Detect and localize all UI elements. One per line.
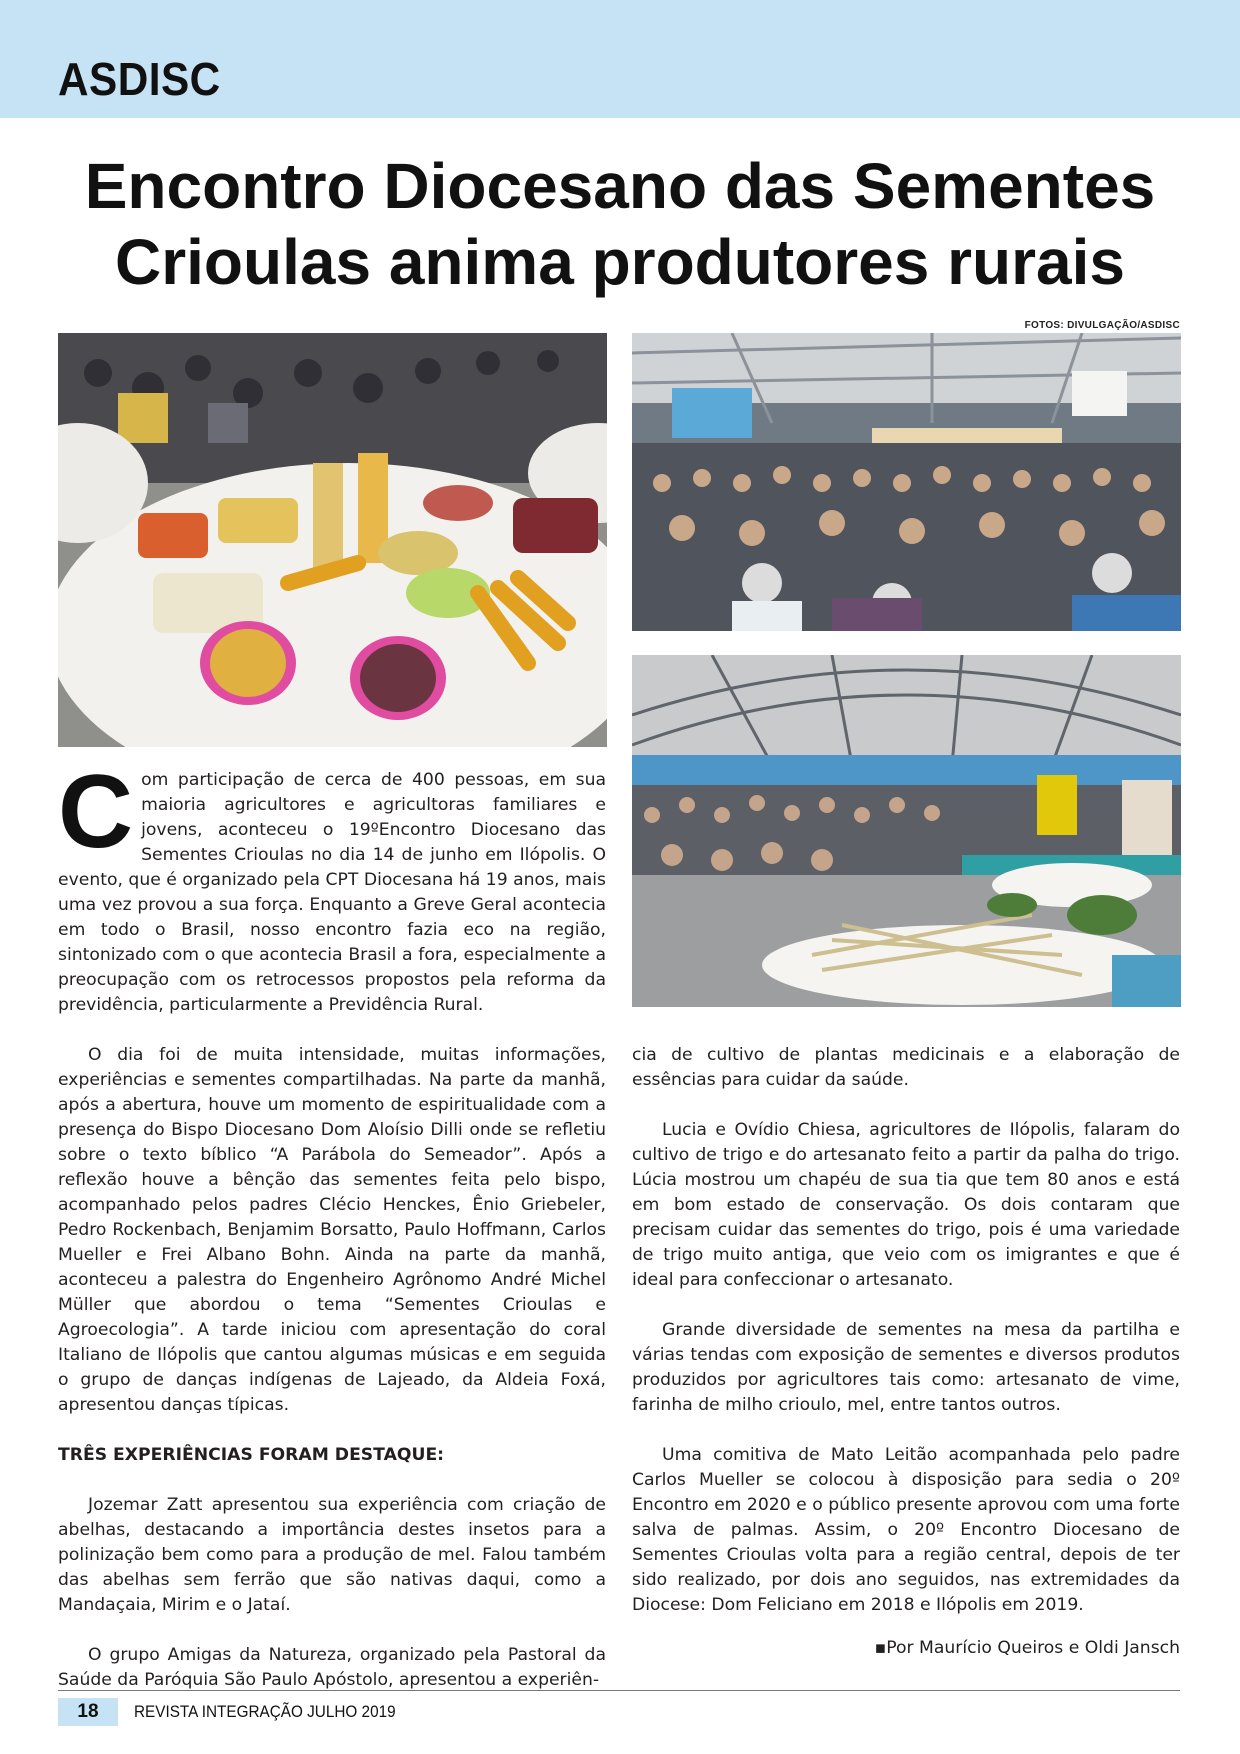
drop-cap: C — [58, 754, 134, 870]
auditorium-audience-photo — [632, 333, 1181, 631]
section-subheading: TRÊS EXPERIÊNCIAS FORAM DESTAQUE: — [58, 1445, 445, 1465]
article-paragraph-4-continued: cia de cultivo de plantas medicinais e a elaboração de essências para cuidar da saúde. — [632, 1045, 1180, 1090]
article-title-line-2: Crioulas anima produtores rurais — [114, 226, 1126, 298]
article-paragraph-6: Grande diversidade de sementes na mesa da partilha e várias tendas com exposição de sementes e diversos produtos produzidos por agricultores tais como: artesanato de vime, farinha de milho crioulo, mel, entre tantos outros. — [632, 1320, 1180, 1415]
article-byline: ▪Por Maurício Queiros e Oldi Jansch — [874, 1638, 1180, 1658]
footer-divider — [58, 1690, 1180, 1691]
article-paragraph-1: Com participação de cerca de 400 pessoas, em sua maioria agricultores e agricultoras familiares e jovens, aconteceu o 19ºEncontro Diocesano das Sementes Crioulas no dia 14 de junho em Ilópolis. O evento, que é organizado pela CPT Diocesana há 19 anos, mais uma vez provou a sua força. Enquanto a Greve Geral acontecia em todo o Brasil, nosso encontro fazia eco na região, sintonizado com o que acontecia Brasil a fora, especialmente a preocupação com os retrocessos propostos pela reforma da previdência, particularmente a Previdência Rural. — [58, 754, 606, 1015]
article-left-column — [58, 754, 606, 1693]
photo-credit: FOTOS: DIVULGAÇÃO/ASDISC — [1024, 320, 1180, 331]
article-paragraph-7: Uma comitiva de Mato Leitão acompanhada pelo padre Carlos Mueller se colocou à disposição para sedia o 20º Encontro em 2020 e o público presente aprovou com uma forte salva de palmas. Assim, o 20º Encontro Diocesano de Sementes Crioulas volta para a região central, depois de ter sido realizado, por dois ano seguidos, nas extremidades da Diocese: Dom Feliciano em 2018 e Ilópolis em 2019. — [632, 1445, 1180, 1615]
article-title-line-1: Encontro Diocesano das Sementes — [84, 150, 1156, 222]
article-paragraph-5: Lucia e Ovídio Chiesa, agricultores de Ilópolis, falaram do cultivo de trigo e do artesanato feito a partir da palha do trigo. Lúcia mostrou um chapéu de sua tia que tem 80 anos e está em bom estado de conservação. Os dois contaram que precisam cuidar das sementes do trigo, pois é uma variedade de trigo muito antiga, que veio com os imigrantes e que é ideal para confeccionar o artesanato. — [632, 1120, 1180, 1290]
page-number: 18 — [58, 1698, 118, 1726]
article-title — [60, 148, 1180, 300]
magazine-footer-title: REVISTA INTEGRAÇÃO JULHO 2019 — [134, 1702, 396, 1721]
pavilion-wide-photo — [632, 655, 1181, 1007]
article-paragraph-2: O dia foi de muita intensidade, muitas informações, experiências e sementes compartilhadas. Na parte da manhã, após a abertura, houve um momento de espiritualidade com a presença do Bispo Diocesano Dom Aloísio Dilli onde se refletiu sobre o texto bíblico “A Parábola do Semeador”. Após a reflexão houve a bênção das sementes feita pelo bispo, acompanhado pelos padres Clécio Henckes, Ênio Griebeler, Pedro Rockenbach, Benjamim Borsatto, Paulo Hoffmann, Carlos Mueller e Frei Albano Bohn. Ainda na parte da manhã, aconteceu a palestra do Engenheiro Agrônomo André Michel Müller que abordou o tema “Sementes Crioulas e Agroecologia”. A tarde iniciou com apresentação do coral Italiano de Ilópolis que cantou algumas músicas e em seguida o grupo de danças indígenas de Lajeado, da Aldeia Foxá, apresentou danças típicas. — [58, 1045, 606, 1415]
article-right-column — [632, 1043, 1180, 1661]
article-paragraph-3: Jozemar Zatt apresentou sua experiência com criação de abelhas, destacando a importância destes insetos para a polinização bem como para a produção de mel. Falou também das abelhas sem ferrão que são nativas daqui, como a Mandaçaia, Mirim e o Jataí. — [58, 1495, 606, 1615]
article-paragraph-4: O grupo Amigas da Natureza, organizado pela Pastoral da Saúde da Paróquia São Paulo Apóstolo, apresentou a experiên- — [58, 1645, 606, 1690]
seed-table-photo — [58, 333, 607, 747]
section-label: ASDISC — [58, 53, 221, 105]
